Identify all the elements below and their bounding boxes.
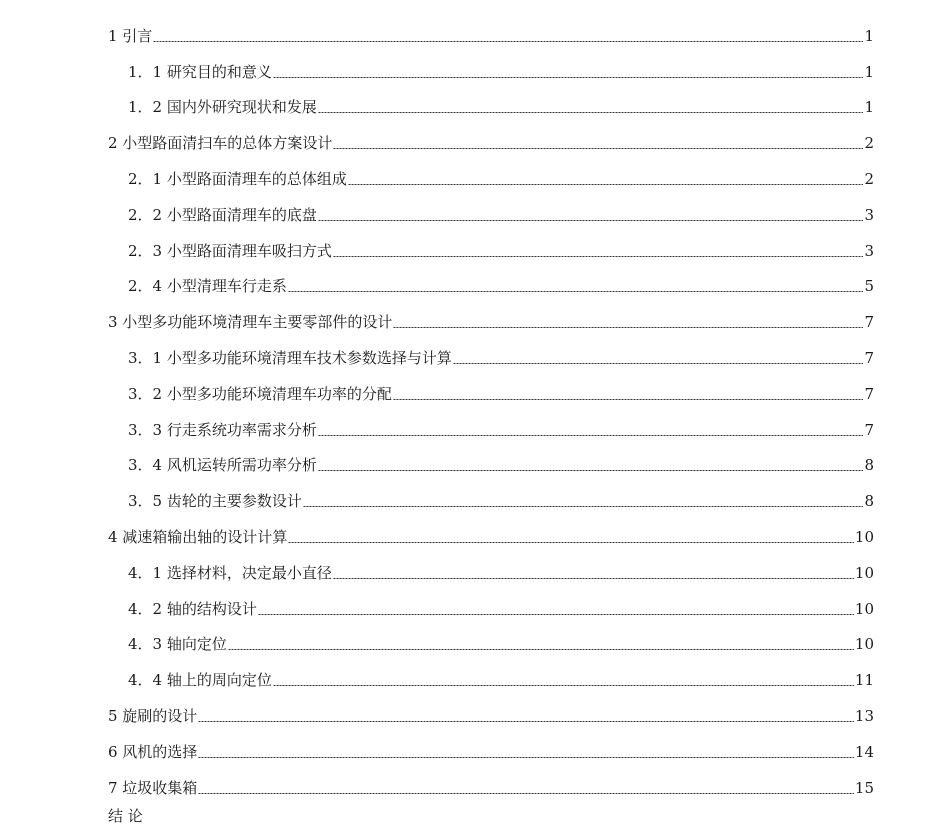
toc-entry-title: 2．4 小型清理车行走系 (128, 277, 287, 296)
toc-section-entry[interactable] (0, 161, 952, 197)
dot-leader (198, 721, 854, 722)
dot-leader (333, 148, 863, 149)
dot-leader (393, 399, 864, 400)
toc-entry-page-number: 2 (864, 170, 874, 189)
toc-chapter-entry[interactable] (0, 770, 952, 806)
toc-chapter-entry[interactable] (0, 698, 952, 734)
toc-entry-title: 5 旋刷的设计 (108, 707, 198, 726)
toc-entry-page-number: 10 (854, 563, 874, 582)
dot-leader (318, 220, 864, 221)
dot-leader (318, 470, 864, 471)
toc-section-entry[interactable] (0, 412, 952, 448)
toc-entry-page-number: 15 (854, 778, 874, 797)
table-of-contents (0, 18, 952, 806)
toc-entry-title: 4．1 选择材料，决定最小直径 (128, 563, 332, 582)
toc-entry-page-number: 8 (864, 492, 874, 511)
toc-entry-title: 4．3 轴向定位 (128, 635, 227, 654)
toc-section-entry[interactable] (0, 555, 952, 591)
toc-section-entry[interactable] (0, 90, 952, 126)
dot-leader (153, 41, 863, 42)
toc-entry-page-number: 1 (864, 62, 874, 81)
toc-entry-page-number: 7 (864, 384, 874, 403)
toc-entry-title: 6 风机的选择 (108, 742, 198, 761)
toc-chapter-entry[interactable] (0, 18, 952, 54)
toc-entry-title: 2．1 小型路面清理车的总体组成 (128, 170, 347, 189)
toc-section-entry[interactable] (0, 591, 952, 627)
toc-entry-page-number: 5 (864, 277, 874, 296)
toc-entry-title: 1 引言 (108, 26, 153, 45)
toc-entry-page-number: 14 (854, 742, 874, 761)
toc-entry-title: 3．5 齿轮的主要参数设计 (128, 492, 302, 511)
toc-entry-page-number: 2 (864, 134, 874, 153)
toc-chapter-entry[interactable] (0, 519, 952, 555)
dot-leader (288, 542, 854, 543)
dot-leader (453, 363, 864, 364)
toc-entry-title: 4．2 轴的结构设计 (128, 599, 257, 618)
toc-entry-title: 7 垃圾收集箱 (108, 778, 198, 797)
toc-section-entry[interactable] (0, 197, 952, 233)
dot-leader (198, 793, 854, 794)
dot-leader (333, 578, 854, 579)
toc-entry-page-number: 13 (854, 707, 874, 726)
toc-chapter-entry[interactable] (0, 304, 952, 340)
toc-entry-page-number: 7 (864, 349, 874, 368)
toc-chapter-entry[interactable] (0, 125, 952, 161)
dot-leader (348, 184, 864, 185)
toc-entry-page-number: 10 (854, 635, 874, 654)
toc-entry-page-number: 3 (864, 241, 874, 260)
dot-leader (273, 77, 864, 78)
toc-entry-page-number: 1 (864, 98, 874, 117)
toc-entry-title: 3．1 小型多功能环境清理车技术参数选择与计算 (128, 349, 452, 368)
toc-entry-title: 2．3 小型路面清理车吸扫方式 (128, 241, 332, 260)
dot-leader (303, 506, 864, 507)
toc-section-entry[interactable] (0, 627, 952, 663)
toc-entry-page-number: 11 (854, 671, 874, 690)
dot-leader (318, 435, 864, 436)
dot-leader (333, 256, 864, 257)
toc-section-entry[interactable] (0, 448, 952, 484)
toc-section-entry[interactable] (0, 483, 952, 519)
toc-entry-page-number: 3 (864, 205, 874, 224)
toc-chapter-entry[interactable] (0, 734, 952, 770)
cut-off-entry: 结 论 (108, 807, 143, 825)
toc-entry-page-number: 10 (854, 528, 874, 547)
toc-section-entry[interactable] (0, 233, 952, 269)
toc-section-entry[interactable] (0, 269, 952, 305)
dot-leader (228, 649, 854, 650)
toc-entry-title: 1．1 研究目的和意义 (128, 62, 272, 81)
dot-leader (258, 614, 854, 615)
toc-entry-page-number: 7 (864, 420, 874, 439)
dot-leader (288, 291, 864, 292)
toc-entry-page-number: 7 (864, 313, 874, 332)
dot-leader (198, 757, 854, 758)
toc-entry-title: 2 小型路面清扫车的总体方案设计 (108, 134, 333, 153)
toc-entry-title: 4．4 轴上的周向定位 (128, 671, 272, 690)
toc-entry-title: 1．2 国内外研究现状和发展 (128, 98, 317, 117)
dot-leader (393, 327, 863, 328)
toc-section-entry[interactable] (0, 340, 952, 376)
toc-entry-title: 3．4 风机运转所需功率分析 (128, 456, 317, 475)
toc-section-entry[interactable] (0, 376, 952, 412)
toc-entry-title: 3 小型多功能环境清理车主要零部件的设计 (108, 313, 393, 332)
toc-entry-title: 2．2 小型路面清理车的底盘 (128, 205, 317, 224)
dot-leader (273, 685, 854, 686)
dot-leader (318, 112, 864, 113)
toc-section-entry[interactable] (0, 54, 952, 90)
toc-entry-page-number: 1 (864, 26, 874, 45)
toc-section-entry[interactable] (0, 662, 952, 698)
toc-entry-page-number: 10 (854, 599, 874, 618)
toc-entry-title: 4 减速箱输出轴的设计计算 (108, 528, 288, 547)
toc-entry-page-number: 8 (864, 456, 874, 475)
toc-entry-title: 3．2 小型多功能环境清理车功率的分配 (128, 384, 392, 403)
toc-entry-title: 3．3 行走系统功率需求分析 (128, 420, 317, 439)
